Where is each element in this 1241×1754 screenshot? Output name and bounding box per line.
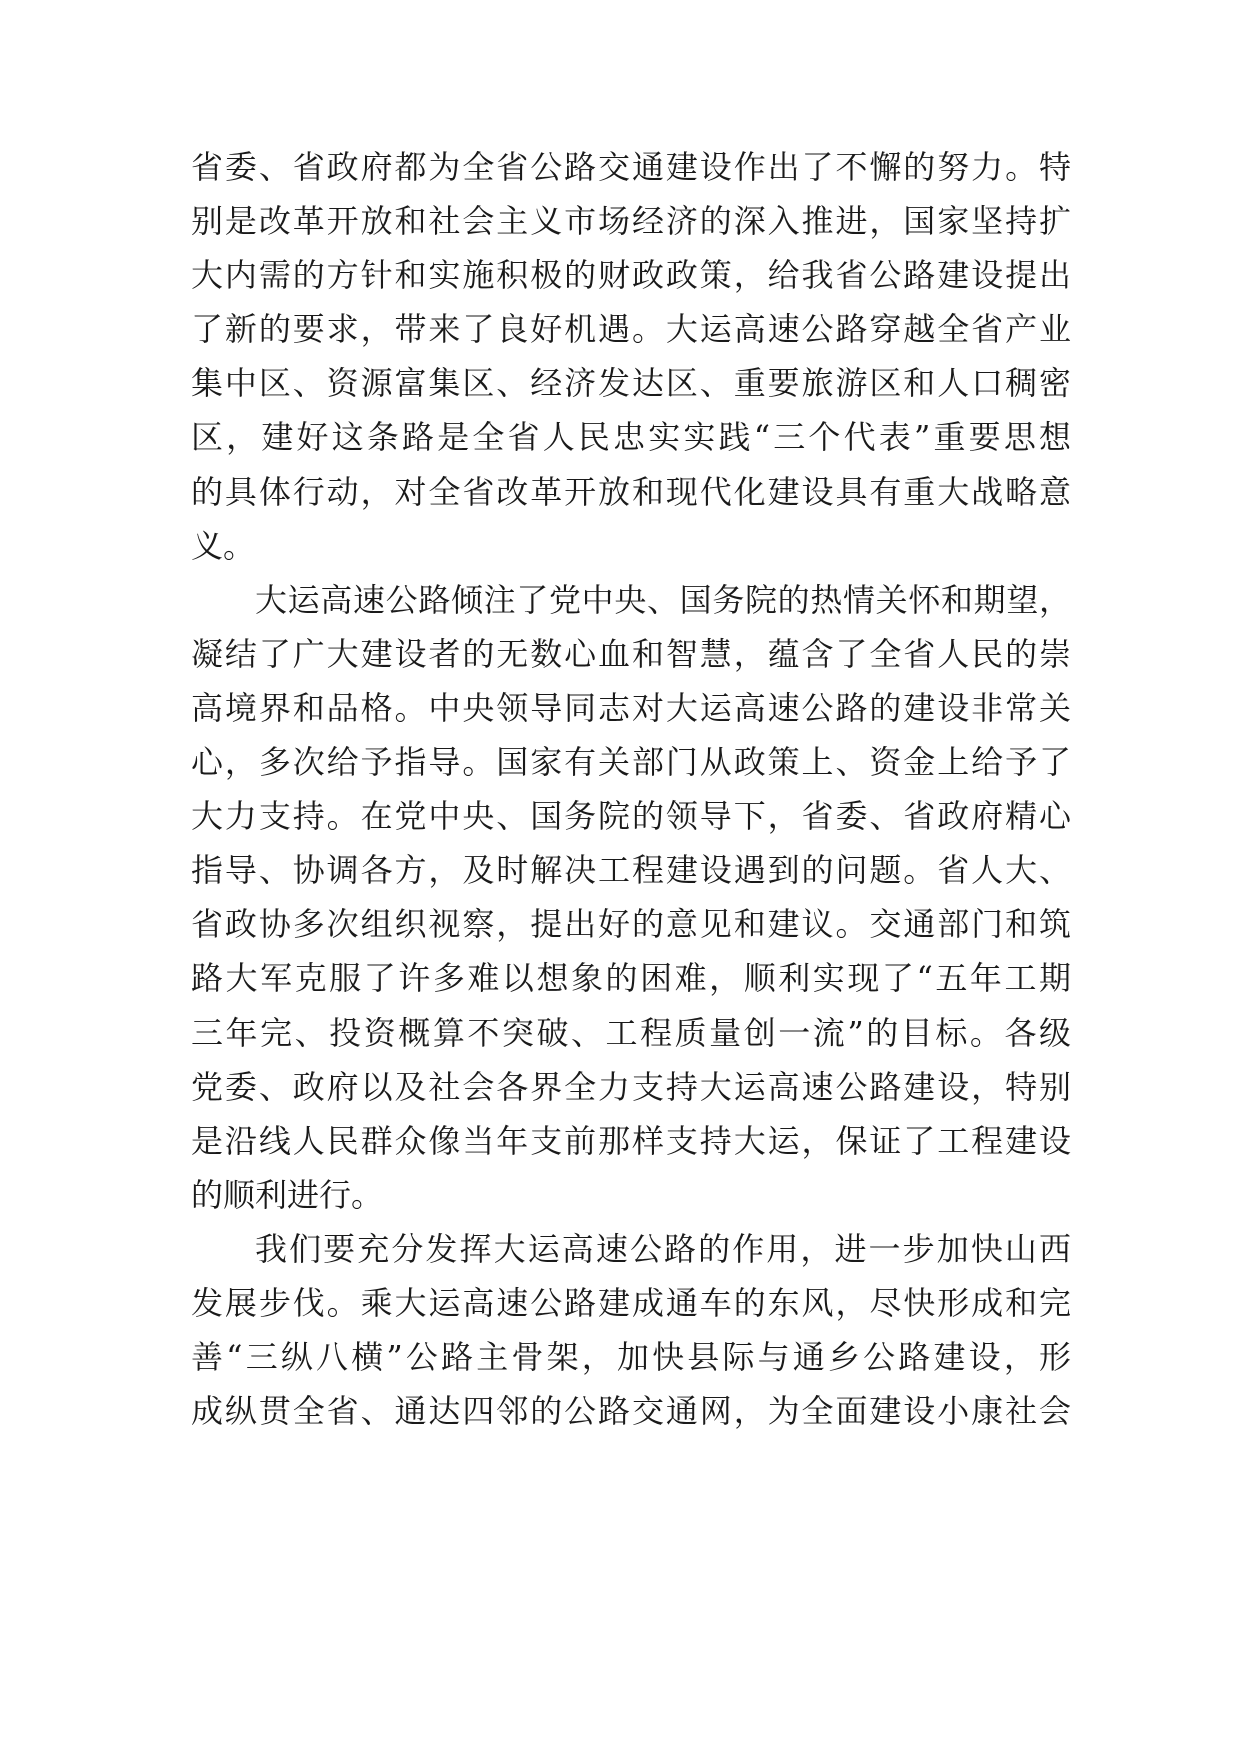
text-line: 区，建好这条路是全省人民忠实实践“三个代表”重要思想 bbox=[191, 418, 1071, 457]
text-line: 别是改革开放和社会主义市场经济的深入推进，国家坚持扩 bbox=[191, 202, 1071, 241]
text-line: 义。 bbox=[191, 526, 256, 565]
text-line: 党委、政府以及社会各界全力支持大运高速公路建设，特别 bbox=[191, 1067, 1071, 1106]
text-line: 凝结了广大建设者的无数心血和智慧，蕴含了全省人民的崇 bbox=[191, 634, 1071, 673]
text-line: 省委、省政府都为全省公路交通建设作出了不懈的努力。特 bbox=[191, 148, 1071, 186]
text-line: 善“三纵八横”公路主骨架，加快县际与通乡公路建设，形 bbox=[191, 1338, 1071, 1377]
text-line: 发展步伐。乘大运高速公路建成通车的东风，尽快形成和完 bbox=[191, 1283, 1071, 1322]
text-line: 了新的要求，带来了良好机遇。大运高速公路穿越全省产业 bbox=[191, 310, 1071, 349]
text-line: 集中区、资源富集区、经济发达区、重要旅游区和人口稠密 bbox=[191, 364, 1071, 403]
text-line: 大运高速公路倾注了党中央、国务院的热情关怀和期望， bbox=[255, 580, 1071, 619]
text-line: 是沿线人民群众像当年支前那样支持大运，保证了工程建设 bbox=[191, 1121, 1071, 1160]
text-line: 的具体行动，对全省改革开放和现代化建设具有重大战略意 bbox=[191, 472, 1071, 511]
text-line: 高境界和品格。中央领导同志对大运高速公路的建设非常关 bbox=[191, 688, 1071, 727]
body-text bbox=[191, 140, 1071, 1438]
text-line: 省政协多次组织视察，提出好的意见和建议。交通部门和筑 bbox=[191, 905, 1071, 944]
text-line: 我们要充分发挥大运高速公路的作用，进一步加快山西 bbox=[255, 1229, 1071, 1268]
text-line: 三年完、投资概算不突破、工程质量创一流”的目标。各级 bbox=[191, 1013, 1071, 1052]
text-line: 路大军克服了许多难以想象的困难，顺利实现了“五年工期 bbox=[191, 959, 1071, 998]
text-line: 指导、协调各方，及时解决工程建设遇到的问题。省人大、 bbox=[191, 851, 1071, 890]
text-line: 成纵贯全省、通达四邻的公路交通网，为全面建设小康社会 bbox=[191, 1392, 1071, 1431]
text-line: 的顺利进行。 bbox=[191, 1175, 384, 1214]
text-line: 心，多次给予指导。国家有关部门从政策上、资金上给予了 bbox=[191, 743, 1071, 782]
text-line: 大内需的方针和实施积极的财政政策，给我省公路建设提出 bbox=[191, 256, 1071, 295]
text-line: 大力支持。在党中央、国务院的领导下，省委、省政府精心 bbox=[191, 797, 1071, 836]
